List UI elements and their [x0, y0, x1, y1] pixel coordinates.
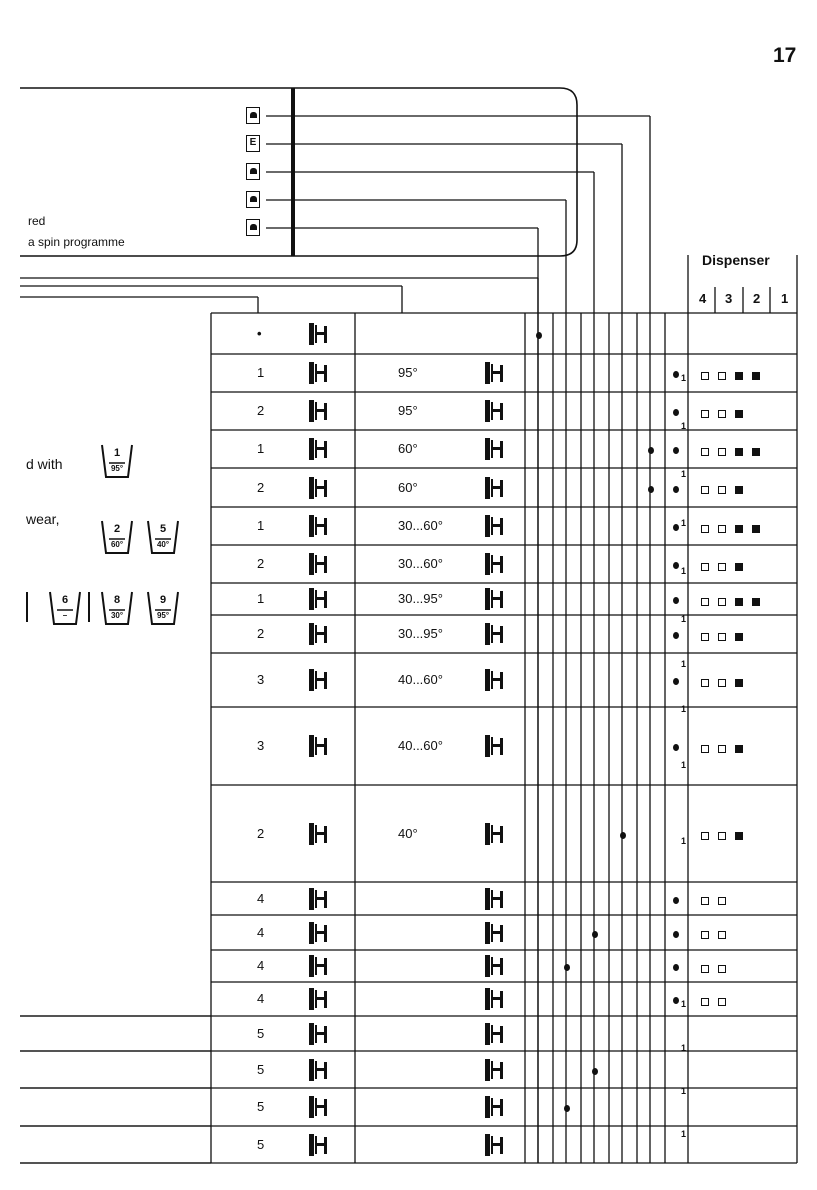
- spin-icon: [480, 951, 510, 981]
- temperature: 40...60°: [398, 738, 443, 753]
- indicator-dot: [673, 562, 679, 569]
- indicator-dot: [592, 1068, 598, 1075]
- footnote-mark: 1: [681, 421, 687, 431]
- indicator-dot: [648, 486, 654, 493]
- spin-icon: [480, 819, 510, 849]
- programme-number: 2: [257, 403, 265, 418]
- temperature-symbol-icon: [246, 191, 260, 208]
- empty-square-icon: [701, 832, 709, 840]
- dispenser-markers: [701, 993, 735, 1011]
- footnote-mark: 1: [681, 566, 687, 576]
- note-line-2: a spin programme: [28, 235, 125, 249]
- spin-icon: [304, 319, 334, 349]
- spin-icon: [480, 731, 510, 761]
- indicator-dot: [673, 678, 679, 685]
- programme-number: 2: [257, 626, 265, 641]
- indicator-dot: [673, 486, 679, 493]
- spin-icon: [304, 951, 334, 981]
- spin-icon: [304, 884, 334, 914]
- empty-square-icon: [718, 410, 726, 418]
- temperature: 60°: [398, 441, 418, 456]
- spin-icon: [304, 473, 334, 503]
- spin-icon: [304, 665, 334, 695]
- programme-number: 2: [257, 479, 265, 495]
- programme-number: •: [257, 325, 262, 341]
- indicator-dot: [673, 997, 679, 1004]
- spin-icon: [480, 473, 510, 503]
- temperature: 30...60°: [398, 556, 443, 571]
- indicator-dot: [673, 597, 679, 604]
- indicator-dot: [648, 447, 654, 454]
- spin-icon: [304, 1019, 334, 1049]
- wash-tub-symbol: [100, 590, 134, 628]
- divider: [26, 592, 28, 622]
- spin-icon: [304, 1092, 334, 1122]
- filled-square-icon: [752, 448, 760, 456]
- indicator-dot: [536, 332, 542, 339]
- programme-number: 5: [257, 1099, 265, 1114]
- indicator-dot: [673, 371, 679, 378]
- filled-square-icon: [752, 372, 760, 380]
- dispenser-markers: [701, 740, 752, 758]
- footnote-mark: 1: [681, 1042, 687, 1053]
- wash-symbol-number: 2: [113, 523, 121, 535]
- wash-symbol-temp: 30°: [110, 611, 124, 620]
- spin-icon: [480, 1019, 510, 1049]
- programme-number: 4: [257, 924, 265, 940]
- footnote-mark: 1: [681, 760, 687, 770]
- temperature: 40...60°: [398, 672, 443, 687]
- programme-number: 4: [257, 991, 265, 1006]
- note-line-1: red: [28, 214, 46, 228]
- empty-square-icon: [718, 745, 726, 753]
- wash-symbol-temp: 95°: [156, 611, 170, 620]
- filled-square-icon: [752, 598, 760, 606]
- dispenser-markers: [701, 482, 752, 500]
- filled-square-icon: [735, 745, 743, 753]
- spin-icon: [480, 951, 510, 981]
- spin-icon: [304, 984, 334, 1014]
- empty-square-icon: [718, 931, 726, 939]
- wash-symbol-temp: 40°: [156, 540, 170, 549]
- empty-square-icon: [701, 745, 709, 753]
- spin-icon: [480, 984, 510, 1014]
- dispenser-col-4: 4: [699, 291, 707, 306]
- spin-icon: [304, 819, 334, 849]
- empty-square-icon: [701, 486, 709, 494]
- footnote-mark: 1: [681, 614, 687, 624]
- spin-icon: [304, 584, 334, 614]
- spin-icon: [304, 511, 334, 541]
- temperature: 95°: [398, 365, 418, 380]
- spin-icon: [304, 665, 334, 695]
- empty-square-icon: [701, 525, 709, 533]
- spin-icon: [480, 1130, 510, 1160]
- temperature: 30...95°: [398, 591, 443, 606]
- programme-number: 4: [257, 890, 265, 906]
- spin-icon: [480, 473, 510, 503]
- spin-icon: [304, 1055, 334, 1085]
- empty-square-icon: [701, 448, 709, 456]
- indicator-dot: [673, 964, 679, 971]
- empty-square-icon: [718, 998, 726, 1006]
- footnote-mark: 1: [681, 517, 687, 528]
- wash-symbol-number: 9: [159, 594, 167, 606]
- footnote-mark: 1: [681, 1086, 687, 1096]
- filled-square-icon: [735, 633, 743, 641]
- dispenser-markers: [701, 628, 752, 646]
- wash-symbol-temp: 95°: [110, 464, 124, 473]
- wash-symbol-temp: 60°: [110, 540, 124, 549]
- spin-icon: [480, 358, 510, 388]
- temperature: 30...60°: [398, 518, 443, 533]
- spin-icon: [304, 1019, 334, 1049]
- spin-icon: [480, 884, 510, 914]
- dispenser-markers: [701, 828, 752, 846]
- dispenser-markers: [701, 367, 769, 385]
- spin-icon: [480, 511, 510, 541]
- indicator-dot: [592, 931, 598, 938]
- spin-icon: [480, 1092, 510, 1122]
- spin-icon: [304, 1092, 334, 1122]
- dispenser-markers: [701, 593, 769, 611]
- wash-symbol-temp: –: [62, 611, 68, 620]
- dispenser-markers: [701, 893, 735, 911]
- footnote-mark: 1: [681, 836, 687, 846]
- empty-square-icon: [718, 448, 726, 456]
- spin-icon: [304, 619, 334, 649]
- cloud-icon: [246, 163, 260, 180]
- indicator-dot: [673, 447, 679, 454]
- indicator-dot: [564, 1105, 570, 1112]
- empty-square-icon: [701, 931, 709, 939]
- empty-square-icon: [718, 897, 726, 905]
- spin-icon: [480, 984, 510, 1014]
- programme-number: 1: [257, 591, 265, 606]
- spin-icon: [304, 951, 334, 981]
- wash-tub-symbol: [48, 590, 82, 628]
- spin-icon: [304, 434, 334, 464]
- programme-number: 5: [257, 1061, 265, 1077]
- programme-number: 1: [257, 518, 265, 533]
- empty-square-icon: [718, 679, 726, 687]
- dispenser-markers: [701, 960, 735, 978]
- spin-icon: [480, 665, 510, 695]
- programme-number: 3: [257, 672, 265, 687]
- footnote-mark: 1: [681, 373, 687, 383]
- dispenser-col-3: 3: [725, 291, 733, 306]
- indicator-dot: [673, 632, 679, 639]
- spin-icon: [304, 731, 334, 761]
- filled-square-icon: [752, 525, 760, 533]
- spin-icon: [304, 884, 334, 914]
- wash-symbol-number: 1: [113, 447, 121, 459]
- spin-icon: [480, 434, 510, 464]
- wash-symbol-number: 6: [61, 594, 69, 606]
- programme-number: 5: [257, 1025, 265, 1041]
- temperature: 40°: [398, 825, 418, 841]
- footnote-mark: 1: [681, 1129, 687, 1139]
- indicator-dot: [673, 931, 679, 938]
- spin-icon: [304, 396, 334, 426]
- empty-square-icon: [718, 563, 726, 571]
- footnote-mark: 1: [681, 659, 687, 669]
- filled-square-icon: [735, 448, 743, 456]
- spin-icon: [480, 549, 510, 579]
- empty-square-icon: [701, 372, 709, 380]
- dispenser-markers: [701, 674, 752, 692]
- spin-icon: [304, 984, 334, 1014]
- spin-icon: [304, 584, 334, 614]
- filled-square-icon: [735, 372, 743, 380]
- filled-square-icon: [735, 679, 743, 687]
- empty-square-icon: [701, 965, 709, 973]
- spin-icon: [480, 731, 510, 761]
- spin-icon: [304, 473, 334, 503]
- filled-square-icon: [735, 525, 743, 533]
- programme-number: 5: [257, 1136, 265, 1152]
- indicator-dot: [564, 964, 570, 971]
- filled-square-icon: [735, 563, 743, 571]
- label-row-3: d with: [26, 456, 63, 472]
- wash-symbol-number: 8: [113, 594, 121, 606]
- spin-icon: [480, 1092, 510, 1122]
- empty-square-icon: [701, 598, 709, 606]
- temperature: 60°: [398, 479, 418, 495]
- spin-icon: [480, 819, 510, 849]
- spin-icon: [480, 918, 510, 948]
- wash-tub-symbol: [100, 443, 134, 481]
- filled-square-icon: [735, 410, 743, 418]
- temperature: 30...95°: [398, 626, 443, 641]
- empty-square-icon: [718, 525, 726, 533]
- spin-icon: [480, 434, 510, 464]
- empty-square-icon: [701, 633, 709, 641]
- indicator-dot: [673, 409, 679, 416]
- spin-icon: [304, 918, 334, 948]
- programme-number: 3: [257, 738, 265, 753]
- spin-icon: [304, 1055, 334, 1085]
- dispenser-markers: [701, 558, 752, 576]
- dispenser-col-2: 2: [753, 291, 761, 306]
- wash-tub-symbol: [100, 519, 134, 557]
- spin-icon: [480, 511, 510, 541]
- dispenser-markers: [701, 927, 735, 945]
- footnote-mark: 1: [681, 704, 687, 714]
- spin-icon: [480, 396, 510, 426]
- spin-icon: [480, 1055, 510, 1085]
- spin-icon: [304, 319, 334, 349]
- spin-icon: [480, 918, 510, 948]
- spin-icon: [304, 549, 334, 579]
- spin-icon: [304, 434, 334, 464]
- empty-square-icon: [718, 486, 726, 494]
- spin-icon: [480, 1130, 510, 1160]
- spin-icon: [304, 358, 334, 388]
- wash-symbol-number: 5: [159, 523, 167, 535]
- indicator-dot: [620, 832, 626, 839]
- footnote-mark: 1: [681, 469, 687, 479]
- spin-icon: [480, 584, 510, 614]
- empty-square-icon: [718, 633, 726, 641]
- empty-square-icon: [718, 372, 726, 380]
- indicator-dot: [673, 744, 679, 751]
- empty-square-icon: [718, 965, 726, 973]
- indicator-dot: [673, 897, 679, 904]
- spin-icon: [304, 731, 334, 761]
- empty-square-icon: [701, 563, 709, 571]
- page-number: 17: [773, 44, 797, 67]
- divider: [88, 592, 90, 622]
- footnote-mark: 1: [681, 998, 687, 1009]
- spin-icon: [304, 1130, 334, 1160]
- empty-square-icon: [718, 832, 726, 840]
- spin-icon: [304, 1130, 334, 1160]
- empty-square-icon: [701, 679, 709, 687]
- empty-square-icon: [718, 598, 726, 606]
- spin-icon: [304, 511, 334, 541]
- dispenser-markers: [701, 405, 752, 423]
- spin-icon: [480, 358, 510, 388]
- dispenser-title: Dispenser: [702, 252, 770, 268]
- filled-square-icon: [735, 486, 743, 494]
- programme-number: 1: [257, 365, 265, 380]
- spin-icon: [480, 1055, 510, 1085]
- spin-icon: [304, 819, 334, 849]
- spin-icon: [304, 619, 334, 649]
- temperature-symbol-icon: [246, 219, 260, 236]
- programme-number: 2: [257, 825, 265, 841]
- filled-square-icon: [735, 598, 743, 606]
- indicator-dot: [673, 524, 679, 531]
- wash-tub-icon: [246, 107, 260, 124]
- label-row-5: wear,: [26, 511, 60, 527]
- programme-number: 2: [257, 556, 265, 571]
- empty-square-icon: [701, 410, 709, 418]
- dispenser-col-1: 1: [781, 291, 789, 306]
- filled-square-icon: [735, 832, 743, 840]
- empty-square-icon: [701, 897, 709, 905]
- spin-icon: [480, 1019, 510, 1049]
- dispenser-markers: [701, 443, 769, 461]
- spin-icon: [480, 549, 510, 579]
- programme-number: 4: [257, 958, 265, 973]
- wash-tub-symbol: [146, 590, 180, 628]
- spin-icon: [480, 584, 510, 614]
- spin-icon: [304, 358, 334, 388]
- empty-square-icon: [701, 998, 709, 1006]
- temperature: 95°: [398, 403, 418, 418]
- spin-icon: [304, 396, 334, 426]
- letter-e-icon: E: [246, 135, 260, 152]
- spin-icon: [480, 619, 510, 649]
- wash-tub-symbol: [146, 519, 180, 557]
- spin-icon: [480, 396, 510, 426]
- spin-icon: [480, 884, 510, 914]
- spin-icon: [480, 665, 510, 695]
- spin-icon: [480, 619, 510, 649]
- spin-icon: [304, 549, 334, 579]
- dispenser-markers: [701, 520, 769, 538]
- programme-number: 1: [257, 441, 265, 456]
- spin-icon: [304, 918, 334, 948]
